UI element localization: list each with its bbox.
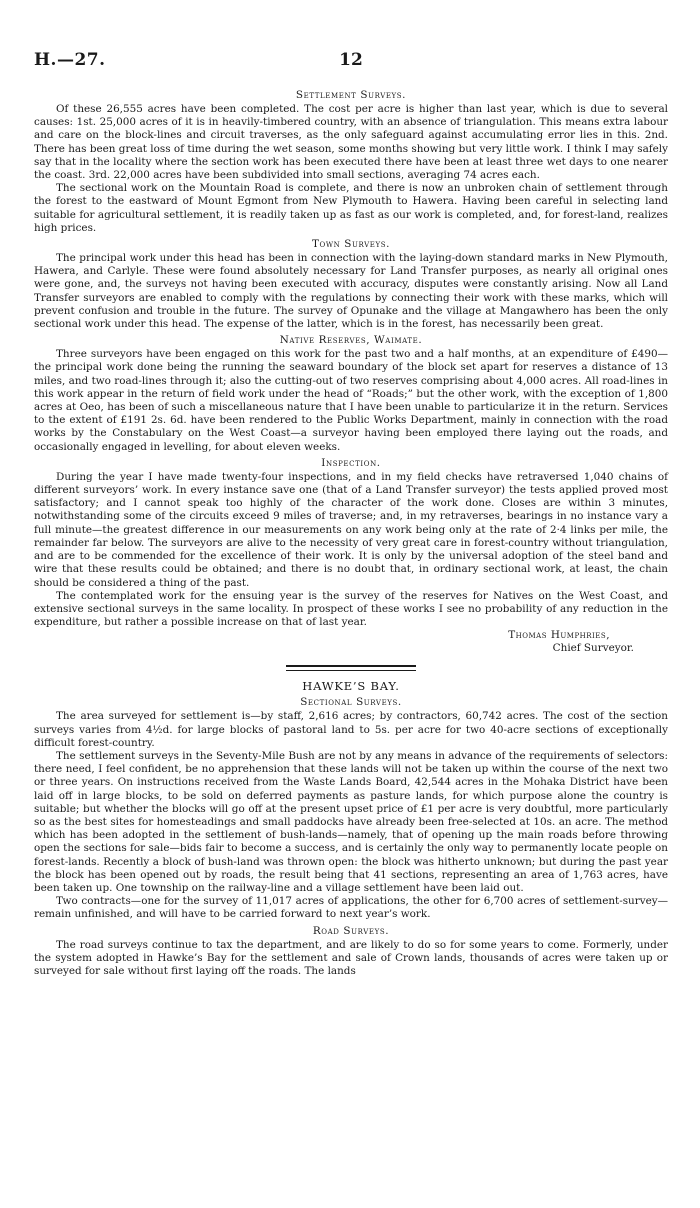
signature-name: Thomas Humphries, (508, 629, 610, 642)
paragraph: The sectional work on the Mountain Road is complete, and there is now an unbroken chain of settlement through the forest to the eastward of Mount Egmont from New Plymouth to Hawera. Having been careful in selecting land suitable for agricultural settlement, it is readily taken up as fast as our work is completed, and, for forest-land, realizes high prices. (34, 182, 668, 234)
section-heading: Settlement Surveys. (295, 89, 407, 101)
paragraph: Two contracts—one for the survey of 11,017 acres of applications, the other for 6,700 acres of settlement-survey—remain unfinished, and will have to be carried forward to next year’s work. (34, 895, 668, 921)
section-heading: Native Reserves, Waimate. (279, 334, 423, 347)
page-body (34, 86, 668, 978)
paragraph: Three surveyors have been engaged on this work for the past two and a half months, at an expenditure of £490—the principal work done being the running the seaward boundary of the block set apart for reserves a distance of 13 miles, and two road-lines through it; also the cutting-out of two reserves comprising about 4,000 acres. All road-lines in this work appear in the return of field work under the head of “Roads;” but the other work, with the exception of 1,800 acres at Oeo, has been of such a miscellaneous nature that I have been unable to particularize it in the return. Services to the extent of £191 2s. 6d. have been rendered to the Public Works Department, mainly in connection with the road works by the Constabulary on the West Coast—a surveyor having been employed there laying out the roads, and occasionally engaged in levelling, for about eleven weeks. (34, 348, 668, 453)
section-sectional-surveys (34, 696, 668, 921)
section-road-surveys (34, 925, 668, 979)
section-divider (286, 665, 416, 671)
page-number: 12 (339, 50, 363, 70)
paragraph: Of these 26,555 acres have been completed. The cost per acre is higher than last year, which is due to several causes: 1st. 25,000 acres of it is in heavily-timbered country, with an absence of triangulation. This means extra labour and care on the block-lines and circuit traverses, as the only safeguard against accumulating error lies in this. 2nd. There has been great loss of time during the wet season, some months showing but very little work. I think I may safely say that in the locality where the section work has been executed there have been at least three wet days to one nearer the coast. 3rd. 22,000 acres have been subdivided into small sections, averaging 74 acres each. (34, 103, 668, 182)
paragraph: The road surveys continue to tax the department, and are likely to do so for some years to come. Formerly, under the system adopted in Hawke’s Bay for the settlement and sale of Crown lands, thousands of acres were taken up or surveyed for sale without first laying off the roads. The lands (34, 938, 668, 977)
paragraph: The settlement surveys in the Seventy-Mile Bush are not by any means in advance of the requirements of selectors: there need, I feel confident, be no apprehension that these lands will not be taken up within the course of the next two or three years. On instructions received from the Waste Lands Board, 42,544 acres in the Mohaka District have been laid off in large blocks, to be sold on deferred payments as pasture lands, for which purpose alone the country is suitable; but whether the blocks will go off at the present upset price of £1 per acre is very doubtful, more particularly so as the best sites for homesteadings and small paddocks have already been free-selected at 10s. an acre. The method which has been adopted in the settlement of bush-lands—namely, that of opening up the main roads before throwing open the sections for sale—bids fair to become a success, and is certainly the only way to permanently locate people on forest-lands. Recently a block of bush-land was thrown open: the block was hitherto unknown; but during the past year the block has been opened out by roads, the result being that 41 sections, representing an area of 1,763 acres, have been taken up. One township on the railway-line and a village settlement have been laid out. (34, 749, 668, 894)
document-reference: H.—27. (34, 50, 106, 70)
district-heading: HAWKE’S BAY. (302, 679, 400, 694)
paragraph: The principal work under this head has been in connection with the laying-down standard marks in New Plymouth, Hawera, and Carlyle. These were found absolutely necessary for Land Transfer purposes, as nearly all original ones were gone, and, the surveys not having been executed with accuracy, disputes were constantly arising. Now all Land Transfer surveyors are enabled to comply with the regulations by connecting their work with these marks, which will prevent confusion and trouble in the future. The survey of Opunake and the village at Mangawhero has been the only sectional work under this head. The expense of the latter, which is in the forest, has necessarily been great. (34, 252, 668, 331)
signature-title: Chief Surveyor. (552, 642, 634, 655)
section-heading: Road Surveys. (312, 924, 390, 937)
section-native-reserves (34, 334, 668, 454)
paragraph: During the year I have made twenty-four inspections, and in my field checks have retraversed 1,040 chains of different surveyors’ work. In every instance save one (that of a Land Transfer surveyor) the tests applied proved most satisfactory; and I cannot speak too highly of the character of the work done. Closes are within 3 minutes, notwithstanding some of the circuits exceed 9 miles of traverse; and, in my retraverses, bearings in no instance vary a full minute—the greatest difference in our measurements on any work being only at the rate of 2·4 links per mile, the remainder far below. The surveyors are alive to the necessity of very great care in forest-country without triangulation, and are to be commended for the excellence of their work. It is only by the universal adoption of the steel band and wire that these results could be obtained; and there is no doubt that, in ordinary sectional work, at least, the chain should be considered a thing of the past. (34, 470, 668, 589)
district-hawkes-bay (34, 679, 668, 978)
section-inspection (34, 457, 668, 629)
paragraph: The area surveyed for settlement is—by staff, 2,616 acres; by contractors, 60,742 acres. The cost of the section surveys varies from 4½d. for large blocks of pastoral land to 5s. per acre for two 40-acre sections of exceptionally difficult forest-country. (34, 710, 668, 749)
section-heading: Town Surveys. (311, 238, 390, 251)
section-town-surveys (34, 238, 668, 331)
paragraph: The contemplated work for the ensuing year is the survey of the reserves for Natives on the West Coast, and extensive sectional surveys in the same locality. In prospect of these works I see no probability of any reduction in the expenditure, but rather a possible increase on that of last year. (34, 589, 668, 629)
page-header (34, 50, 668, 74)
section-heading: Sectional Surveys. (300, 696, 402, 709)
signature-block (34, 629, 668, 655)
section-heading: Inspection. (321, 456, 381, 469)
section-settlement-surveys (34, 89, 668, 235)
